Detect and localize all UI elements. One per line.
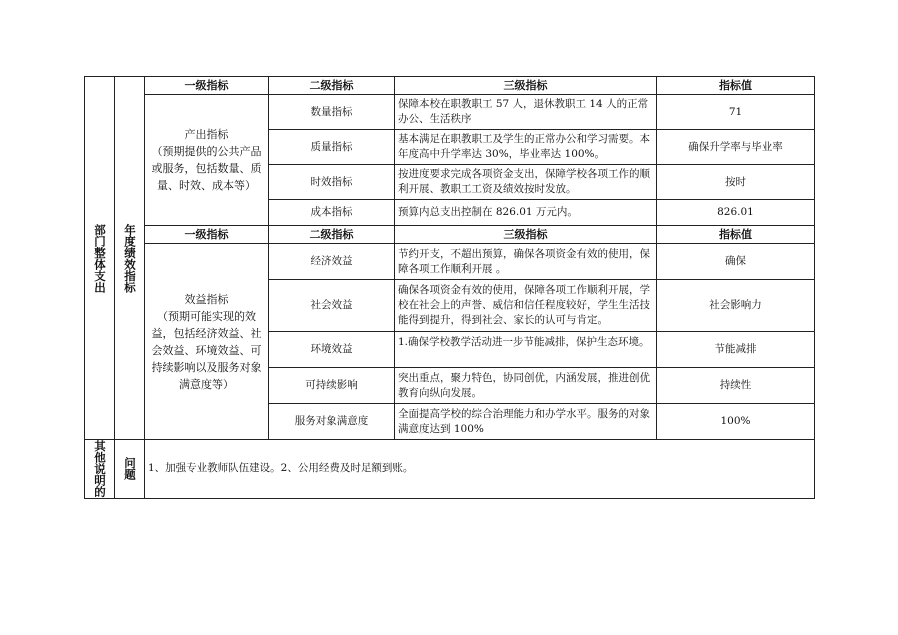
benefit-row-2-l2: 社会效益 [269, 280, 395, 332]
output-row-2-value: 确保升学率与毕业率 [657, 130, 815, 165]
benefit-category [145, 244, 269, 440]
benefit-row-3-l2: 环境效益 [269, 332, 395, 368]
output-row-2-l2: 质量指标 [269, 130, 395, 165]
header-level3: 三级指标 [395, 77, 657, 95]
header-level1: 一级指标 [145, 77, 269, 95]
benefit-row-1-l3: 节约开支，不超出预算，确保各项资金有效的使用，保障各项工作顺利开展 。 [395, 244, 657, 280]
header2-value: 指标值 [657, 226, 815, 244]
remarks-label-left: 其他说明的 [85, 440, 115, 499]
side-label-annual-indicators: 年度绩效指标 [115, 77, 145, 440]
benefit-row-4-l3: 突出重点，聚力特色，协同创优，内涵发展，推进创优教育向纵向发展。 [395, 368, 657, 404]
output-category-title: 产出指标 （预期提供的公共产品或服务，包括数量、质量、时效、成本等） [151, 128, 262, 192]
output-row-1-value: 71 [657, 95, 815, 130]
output-category [145, 95, 269, 226]
header-value: 指标值 [657, 77, 815, 95]
benefit-category-title: 效益指标 （预期可能实现的效益，包括经济效益、社会效益、环境效益、可持续影响以及服务对象满意度等） [151, 292, 262, 391]
benefit-row-2-l3: 确保各项资金有效的使用，保障各项工作顺利开展，学校在社会上的声誉、威信和信任程度较好，学生生活技能得到提升，得到社会、家长的认可与肯定。 [395, 280, 657, 332]
header2-level2: 二级指标 [269, 226, 395, 244]
benefit-row-1-l2: 经济效益 [269, 244, 395, 280]
benefit-row-1-value: 确保 [657, 244, 815, 280]
header2-level3: 三级指标 [395, 226, 657, 244]
output-row-3-value: 按时 [657, 165, 815, 200]
remarks-text: 1、加强专业教师队伍建设。2、公用经费及时足额到账。 [145, 440, 815, 499]
side-label-dept-expenditure: 部门整体支出 [85, 77, 115, 440]
output-row-3-l3: 按进度要求完成各项资金支出，保障学校各项工作的顺利开展、教职工工资及绩效按时发放。 [395, 165, 657, 200]
benefit-row-4-l2: 可持续影响 [269, 368, 395, 404]
output-row-1-l2: 数量指标 [269, 95, 395, 130]
header-level2: 二级指标 [269, 77, 395, 95]
header2-level1: 一级指标 [145, 226, 269, 244]
output-row-1-l3: 保障本校在职教职工 57 人，退休教职工 14 人的正常办公、生活秩序 [395, 95, 657, 130]
remarks-label-right: 问题 [115, 440, 145, 499]
benefit-row-2-value: 社会影响力 [657, 280, 815, 332]
output-row-3-l2: 时效指标 [269, 165, 395, 200]
output-row-4-value: 826.01 [657, 200, 815, 226]
benefit-row-5-value: 100% [657, 404, 815, 440]
output-row-4-l2: 成本指标 [269, 200, 395, 226]
benefit-row-3-value: 节能减排 [657, 332, 815, 368]
output-row-4-l3: 预算内总支出控制在 826.01 万元内。 [395, 200, 657, 226]
output-row-2-l3: 基本满足在职教职工及学生的正常办公和学习需要。本年度高中升学率达 30%，毕业率达 100%。 [395, 130, 657, 165]
performance-indicator-table [84, 76, 815, 499]
benefit-row-5-l2: 服务对象满意度 [269, 404, 395, 440]
benefit-row-5-l3: 全面提高学校的综合治理能力和办学水平。服务的对象满意度达到 100% [395, 404, 657, 440]
benefit-row-4-value: 持续性 [657, 368, 815, 404]
benefit-row-3-l3: 1.确保学校教学活动进一步节能减排，保护生态环境。 [395, 332, 657, 368]
